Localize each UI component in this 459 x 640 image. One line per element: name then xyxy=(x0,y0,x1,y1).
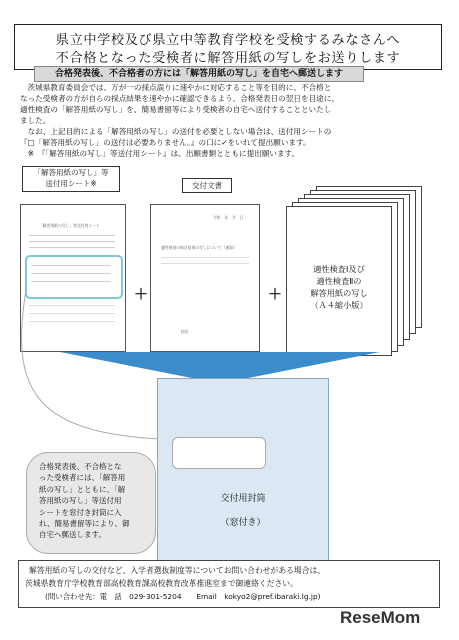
answer-copy-front: 適性検査Ⅰ及び 適性検査Ⅱの 解答用紙の写し （Ａ４縮小版） xyxy=(286,206,392,356)
plus-sign: ＋ xyxy=(268,287,282,303)
body-line: ※ 『「解答用紙の写し」等送付用シート』は、出願書類とともに提出願います。 xyxy=(20,149,300,158)
callout-bubble: 合格発表後、不合格とな った受検者には、「解答用 紙の写し」とともに、「解 答用紙の写し」等送付用 シートを窓付き封筒に入 れ、簡易書留等により、御 自宅へ郵送します。 xyxy=(26,452,156,554)
body-line: 適性検査の「解答用紙の写し」を、簡易書留等により受検者の自宅へ送付することといたし xyxy=(20,105,332,114)
body-line: 茨城県教育委員会では、万が一の採点誤りに速やかに対応すること等を目的に、不合格と xyxy=(20,83,332,92)
sheet-label: 「解答用紙の写し」等 送付用シート※ xyxy=(22,166,120,192)
subheading: 合格発表後、不合格者の方には「解答用紙の写し」を自宅へ郵送します xyxy=(34,66,364,82)
body-line: なった受検者の方が自らの採点結果を速やかに確認できるよう、合格発表日の翌日を目途に、 xyxy=(20,94,339,103)
contact-line-1: 解答用紙の写しの交付など、入学者選抜制度等についてお問い合わせがある場合は、 xyxy=(29,566,326,575)
notice-label: 交付文書 xyxy=(182,178,232,193)
plus-sign: ＋ xyxy=(134,287,148,303)
envelope-sub: （窓付き） xyxy=(220,518,266,528)
send-sheet-document: 「解答用紙の写し」等送付用シート xyxy=(20,204,126,352)
watermark-logo: ReseMom xyxy=(340,608,421,627)
envelope-window xyxy=(172,437,266,469)
contact-line-2: 茨城県教育庁学校教育部高校教育課高校教育改革推進室まで御連絡ください。 xyxy=(25,579,298,588)
envelope xyxy=(157,378,329,586)
contact-box xyxy=(18,560,440,608)
title-line-1: 県立中学校及び県立中等教育学校を受検するみなさんへ xyxy=(55,33,401,48)
body-line: ました。 xyxy=(20,116,51,125)
contact-line-3: (問い合わせ先：電 話 029-301-5204 Email kokyo2@pref.ibaraki.lg.jp) xyxy=(45,592,321,601)
title-line-2: 不合格となった受検者に解答用紙の写しをお送りします xyxy=(55,51,401,66)
body-line: 『□「解答用紙の写し」の送付は必要ありません。』の口に✓をいれて提出願います。 xyxy=(20,138,311,147)
notice-document: 令和 年 月 日 適性検査の採点結果の写しについて（通知） 校長 xyxy=(150,204,260,352)
body-line: なお、上記目的による「解答用紙の写し」の送付を必要としない場合は、送付用シートの xyxy=(20,127,332,136)
envelope-label: 交付用封筒 xyxy=(220,494,266,504)
